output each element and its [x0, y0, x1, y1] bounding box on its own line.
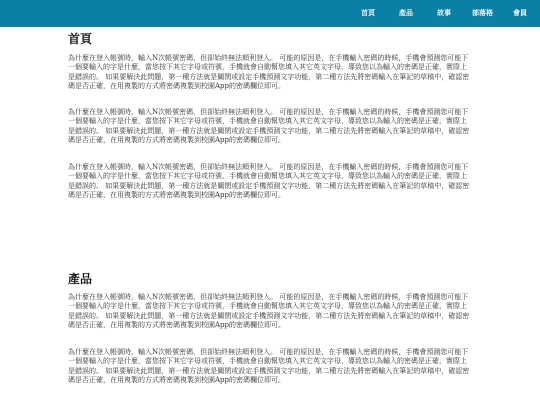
paragraph: 為什麼在登入帳號時，輸入N次帳號密碼，但卻始終無法順利登入。 可能的原因是，在手機輸入密碼的時候，手機會預測您可能下一個要輸入的字是什麼，當您按下其它字母或符號，手機就會自動幫您填入其它英文字母，導致您以為輸入的密碼是正確，實際上是錯誤的。 如果要解決此問題，第一種方法就是關閉或設定手機預測文字功能，第二種方法先將密碼輸入在筆記的草稿中，確認密碼是否正確，在用複製的方式將密碼複製到校園App的密碼欄位即可。 [68, 54, 470, 90]
section-title-products: 產品 [68, 272, 93, 286]
nav-item-story[interactable]: 故事 [437, 9, 451, 17]
paragraph: 為什麼在登入帳號時，輸入N次帳號密碼，但卻始終無法順利登入。 可能的原因是，在手機輸入密碼的時候，手機會預測您可能下一個要輸入的字是什麼，當您按下其它字母或符號，手機就會自動幫您填入其它英文字母，導致您以為輸入的密碼是正確，實際上是錯誤的。 如果要解決此問題，第一種方法就是關閉或設定手機預測文字功能，第二種方法先將密碼輸入在筆記的草稿中，確認密碼是否正確，在用複製的方式將密碼複製到校園App的密碼欄位即可。 [68, 348, 470, 384]
section-title-home: 首頁 [68, 32, 93, 46]
nav-item-home[interactable]: 首頁 [361, 9, 375, 17]
nav-item-products[interactable]: 產品 [399, 9, 413, 17]
nav-item-blog[interactable]: 部落格 [472, 9, 493, 17]
nav-item-member[interactable]: 會員 [513, 9, 527, 17]
paragraph: 為什麼在登入帳號時，輸入N次帳號密碼，但卻始終無法順利登入。 可能的原因是，在手機輸入密碼的時候，手機會預測您可能下一個要輸入的字是什麼，當您按下其它字母或符號，手機就會自動幫您填入其它英文字母，導致您以為輸入的密碼是正確，實際上是錯誤的。 如果要解決此問題，第一種方法就是關閉或設定手機預測文字功能，第二種方法先將密碼輸入在筆記的草稿中，確認密碼是否正確，在用複製的方式將密碼複製到校園App的密碼欄位即可。 [68, 293, 470, 329]
paragraph: 為什麼在登入帳號時，輸入N次帳號密碼，但卻始終無法順利登入。 可能的原因是，在手機輸入密碼的時候，手機會預測您可能下一個要輸入的字是什麼，當您按下其它字母或符號，手機就會自動幫您填入其它英文字母，導致您以為輸入的密碼是正確，實際上是錯誤的。 如果要解決此問題，第一種方法就是關閉或設定手機預測文字功能，第二種方法先將密碼輸入在筆記的草稿中，確認密碼是否正確，在用複製的方式將密碼複製到校園App的密碼欄位即可。 [68, 108, 470, 144]
paragraph: 為什麼在登入帳號時，輸入N次帳號密碼，但卻始終無法順利登入。 可能的原因是，在手機輸入密碼的時候，手機會預測您可能下一個要輸入的字是什麼，當您按下其它字母或符號，手機就會自動幫您填入其它英文字母，導致您以為輸入的密碼是正確，實際上是錯誤的。 如果要解決此問題，第一種方法就是關閉或設定手機預測文字功能，第二種方法先將密碼輸入在筆記的草稿中，確認密碼是否正確，在用複製的方式將密碼複製到校園App的密碼欄位即可。 [68, 163, 470, 199]
top-navbar [0, 0, 540, 27]
